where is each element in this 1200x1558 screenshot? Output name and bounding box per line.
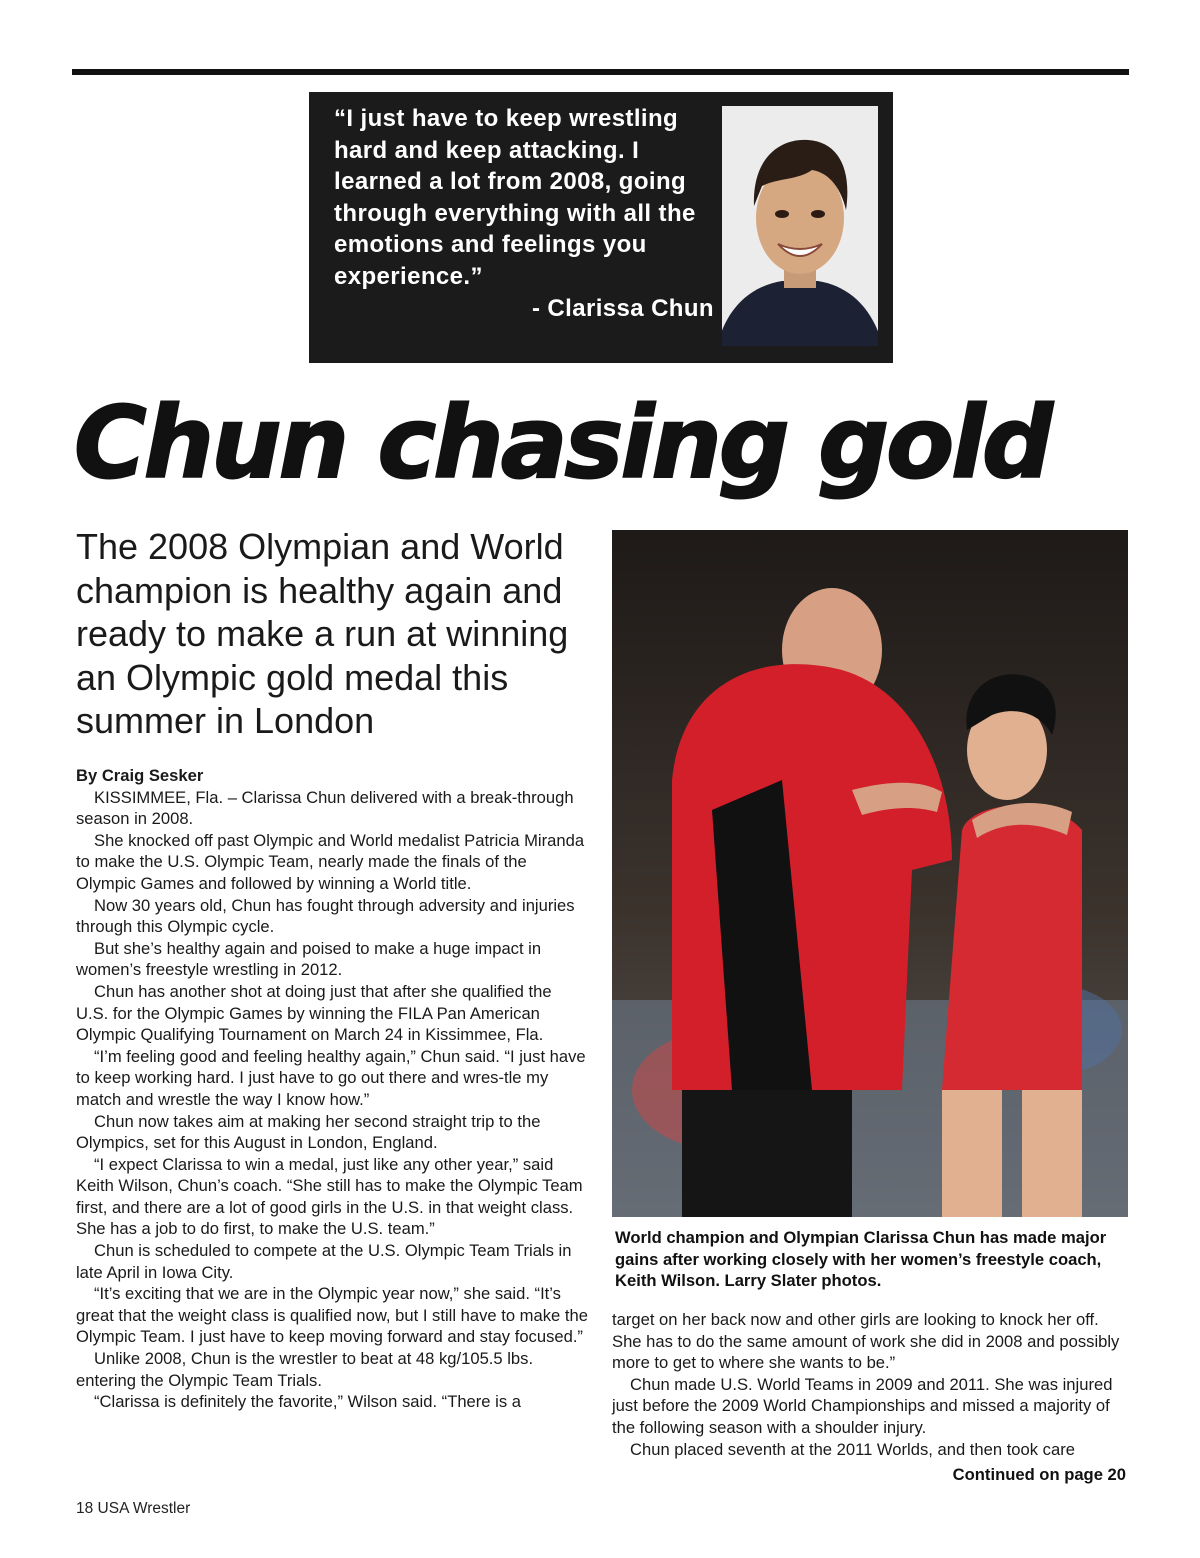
article-column-right: [612, 1309, 1128, 1460]
article-paragraph: KISSIMMEE, Fla. – Clarissa Chun delivered with a break-through season in 2008.: [76, 787, 574, 829]
photo-caption: World champion and Olympian Clarissa Chun has made major gains after working closely with her women’s freestyle coach, Keith Wilson. Larry Slater photos.: [615, 1228, 1107, 1290]
article-paragraph: Chun placed seventh at the 2011 Worlds, and then took care: [630, 1439, 1075, 1459]
article-column-left: [76, 765, 588, 1413]
article-paragraph: Chun is scheduled to compete at the U.S. Olympic Team Trials in late April in Iowa City.: [76, 1241, 572, 1282]
article-paragraph: “I’m feeling good and feeling healthy again,” Chun said. “I just have to keep working hard. I just have to go out there and wres-tle my match and wrestle the way I know how.”: [76, 1046, 586, 1109]
pull-quote-attribution: - Clarissa Chun: [531, 294, 714, 322]
article-paragraph: Now 30 years old, Chun has fought through adversity and injuries through this Olympic cycle.: [76, 895, 575, 937]
pull-quote-box: [309, 92, 893, 363]
pull-quote-text: “I just have to keep wrestling hard and keep attacking. I learned a lot from 2008, going through everything with all the emotions and feelings you experience.”: [334, 105, 696, 290]
byline: By Craig Sesker: [76, 766, 204, 785]
photo-illustration: [612, 530, 1128, 1217]
portrait-illustration: [722, 106, 878, 346]
portrait-photo: [722, 106, 878, 346]
article-paragraph: “It’s exciting that we are in the Olympic year now,” she said. “It’s great that the weight class is qualified now, but I still have to make the Olympic Team. I just have to keep moving forward and stay focused.”: [76, 1284, 588, 1347]
article-paragraph: Chun now takes aim at making her second straight trip to the Olympics, set for this August in London, England.: [76, 1111, 541, 1153]
article-paragraph: She knocked off past Olympic and World medalist Patricia Miranda to make the U.S. Olympic Team, nearly made the finals of the Olympic Games and followed by winning a World title.: [76, 830, 585, 893]
coach-athlete-photo: [612, 530, 1128, 1217]
deck: The 2008 Olympian and World champion is healthy again and ready to make a run at winning an Olympic gold medal this summer in London: [76, 526, 569, 741]
article-paragraph: Unlike 2008, Chun is the wrestler to beat at 48 kg/105.5 lbs. entering the Olympic Team Trials.: [76, 1349, 534, 1390]
article-paragraph: target on her back now and other girls are looking to knock her off. She has to do the same amount of work she did in 2008 and possibly more to get to where she wants to be.”: [612, 1310, 1120, 1373]
headline: Chun chasing gold: [74, 386, 1050, 501]
page-folio: 18 USA Wrestler: [76, 1500, 191, 1517]
article-paragraph: “Clarissa is definitely the favorite,” Wilson said. “There is a: [94, 1392, 521, 1412]
article-paragraph: Chun has another shot at doing just that after she qualified the U.S. for the Olympic Games by winning the FILA Pan American Olympic Qualifying Tournament on March 24 in Kissimmee, Fla.: [76, 981, 552, 1045]
pull-quote: [334, 103, 714, 324]
article-paragraph: But she’s healthy again and poised to make a huge impact in women’s freestyle wrestling in 2012.: [76, 938, 542, 980]
continued-link[interactable]: Continued on page 20: [952, 1465, 1126, 1484]
article-paragraph: Chun made U.S. World Teams in 2009 and 2011. She was injured just before the 2009 World Championships and missed a majority of the following season with a shoulder injury.: [612, 1374, 1113, 1437]
top-rule: [72, 69, 1129, 75]
article-paragraph: “I expect Clarissa to win a medal, just like any other year,” said Keith Wilson, Chun’s coach. “She still has to make the Olympic Team first, and there are a lot of good girls in the U.S. in that weight class. She has a job to do first, to make the U.S. team.”: [76, 1154, 583, 1239]
